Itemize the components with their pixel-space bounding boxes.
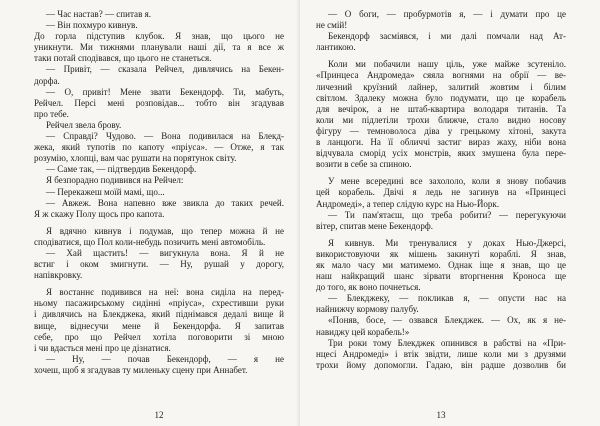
text-line: жека, який тупотів по капоту «пріуса». — Отже, я так (34, 142, 284, 153)
text-line: світлом. Здалеку можна було подумати, що це корабель (316, 92, 566, 103)
text-line: фігуру — темноволоса діва у грецькому хітоні, закута (316, 125, 566, 136)
text-line: в ланцюги. На її обличчі застиг вираз жаху, ніби вона (316, 137, 566, 148)
text-line: для вечірок, а не штаб-квартира володаря титанів. Та (316, 103, 566, 114)
text-line: — Справді? Чудово. — Вона подивилася на Блекд- (46, 131, 284, 142)
text-line: коли ми підлетіли трохи ближче, стало видно носову (316, 114, 566, 125)
text-line: личезний круїзний лайнер, залитий жовтим і білим (316, 81, 566, 92)
text-line: сподіватися, що Пол коли-небудь позичить мені автомобіль. (34, 236, 266, 247)
text-line: Я востаннє подивився на неї: вона сиділа на перед- (46, 287, 284, 298)
text-line: і чи вдасться мені про це дізнатися. (34, 342, 171, 353)
text-line: встиг і оком змигнути. — Ну, рушай у дорогу, (34, 259, 284, 270)
right-page (300, 0, 600, 426)
text-line: — Перекажеш моїй мамі, що... (46, 186, 165, 197)
text-line: Рейчел звела брову. (46, 119, 122, 130)
text-line: Бекендорф засміявся, і ми далі помчали над Ат- (328, 31, 566, 42)
text-line: трохи йому допомогли. Гадаю, він радше дозволив би (316, 359, 566, 370)
text-line: використовуючи як мішень закинуті кораблі. Я знав, (316, 248, 566, 259)
text-line: вище, віднесучи мене й Бекендорфа. Я запитав (34, 320, 284, 331)
text-line: До горла підступив клубок. Я знав, що цього не (34, 31, 284, 42)
text-line: — Саме так, — підтвердив Бекендорф. (46, 164, 197, 175)
text-line: — Привіт, — сказала Рейчел, дивлячись на Бекен- (46, 64, 284, 75)
text-line: цей корабель. Двічі я ледь не загинув на «Принцесі (316, 187, 566, 198)
text-line: вітер, спитав мене Бекендорф. (316, 220, 433, 231)
text-line: Три роки тому Блекджек опинився в рабстві на «При- (328, 337, 566, 348)
text-line: Я ж скажу Полу щось про капота. (34, 208, 165, 219)
text-line: таки потай сподівався, що цього не станеться. (34, 53, 212, 64)
text-line: Я кивнув. Ми тренувалися у доках Нью-Джерсі, (328, 237, 566, 248)
text-line: розумію, хлопці, вам час рушати на порятунок світу. (34, 153, 237, 164)
text-line: — Блекджеку, — покликав я, — опусти нас на (328, 293, 566, 304)
text-line: нцесі Андромеді» і втік звідти, лише коли ми з друзями (316, 348, 566, 359)
text-line: — О, привіт! Мене звати Бекендорф. Ти, мабуть, (46, 86, 284, 97)
text-line: У мене всередині все захололо, коли я знову побачив (328, 176, 566, 187)
text-line: не смій! (316, 20, 348, 31)
text-line: — Ну, — почав Бекендорф, — я не (46, 353, 284, 364)
text-line: Коли ми побачили нашу ціль, уже майже зсутеніло. (328, 59, 566, 70)
text-line: — Авжеж. Вона напевно вже звикла до таких речей. (46, 197, 284, 208)
text-line: і дивлячись на Блекджека, який піднімався дедалі вище й (34, 309, 284, 320)
text-line: дорфа. (34, 75, 60, 86)
text-line: наш найкращий шанс зірвати вторгнення Кроноса ще (316, 271, 566, 282)
text-line: хочеш, щоб я згадував ту миленьку сцену при Аннабет. (34, 364, 248, 375)
text-line: — Він похмуро кивнув. (46, 20, 138, 31)
text-line: ньому пасажирському сидінні «пріуса», схрестивши руки (34, 298, 284, 309)
text-line: уникнути. Ми тижнями планували нашi дії, та я все ж (34, 42, 284, 53)
text-line: навиджу цей корабель!» (316, 326, 410, 337)
right-page-number: 13 (436, 410, 446, 420)
text-line: як мало часу ми матимемо. Однак іще я знав, що це (316, 259, 566, 270)
left-page-number: 12 (154, 410, 164, 420)
text-line: лантикою. (316, 42, 356, 53)
text-line: — О боги, — пробурмотів я, — і думати про це (328, 9, 566, 19)
text-line: — Час настав? — спитав я. (46, 9, 152, 19)
text-line: Я вдячно кивнув і подумав, що тепер можна й не (46, 225, 284, 236)
text-line: — Ти пам'ятаєш, що треба робити? — перегукуючи (328, 209, 566, 220)
right-page-text (316, 9, 566, 371)
text-line: до того, як воно почнеться. (316, 282, 421, 293)
text-line: напівкровку. (34, 270, 83, 281)
text-line: про тебе. (34, 108, 69, 119)
left-page-text (34, 9, 284, 376)
text-line: Андромеді», а тепер слідую курс на Нью-Йорк. (316, 198, 500, 209)
text-line: Рейчел. Персі мені розповідав... тобто він згадував (34, 97, 284, 108)
text-line: себе, про що Рейчел хотіла поговорити зі мною (34, 331, 284, 342)
text-line: відчувала сморід усіх монстрів, яких змушена була пере- (316, 148, 566, 159)
text-line: возити в себе за спиною. (316, 159, 412, 170)
text-line: «Поняв, босе, — озвався Блекджек. — Ох, як я не- (328, 315, 566, 326)
text-line: «Принцеса Андромеда» сяяла вогнями на обрії — ве- (316, 70, 566, 81)
text-line: — Хай щастить! — вигукнула вона. Я й не (46, 247, 284, 258)
text-line: Я безпорадно подивився на Рейчел: (46, 175, 184, 186)
text-line: найнижчу кормову палубу. (316, 304, 419, 315)
